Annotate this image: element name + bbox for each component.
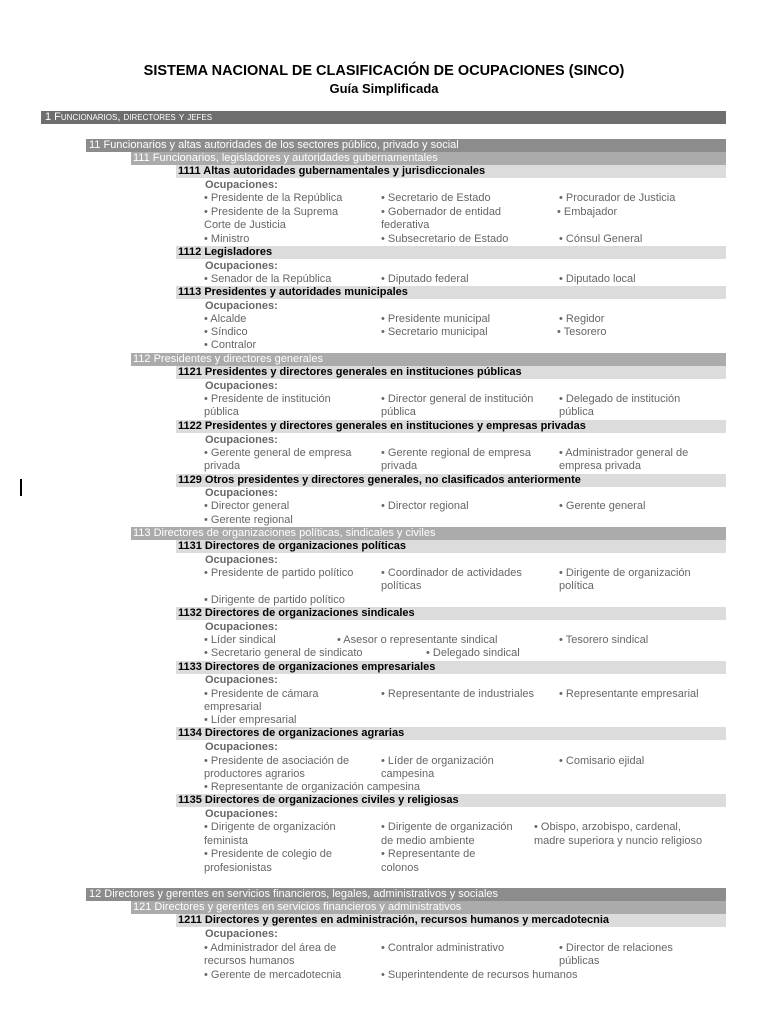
unit-header-1132: 1132 Directores de organizaciones sindicales <box>176 607 726 620</box>
occupation-item: productores agrarios <box>204 768 305 780</box>
occupation-item: • Dirigente de organización <box>559 567 691 579</box>
occupations-label: Ocupaciones: <box>205 621 278 633</box>
occupation-item: colonos <box>381 862 419 874</box>
occupation-item: • Senador de la República <box>204 273 332 285</box>
occupations-label: Ocupaciones: <box>205 487 278 499</box>
unit-header-1211: 1211 Directores y gerentes en administración, recursos humanos y mercadotecnia <box>176 914 726 927</box>
occupation-item: • Dirigente de organización <box>381 821 513 833</box>
occupation-item: privada <box>381 460 418 472</box>
occupation-item: • Gerente regional de empresa <box>381 447 531 459</box>
occupation-item: Corte de Justicia <box>204 219 286 231</box>
occupation-item: madre superiora y nuncio religioso <box>534 835 703 847</box>
occupation-item: • Dirigente de partido político <box>204 594 345 606</box>
occupation-item: • Alcalde <box>204 313 247 325</box>
occupation-item: • Dirigente de organización <box>204 821 336 833</box>
unit-header-1135: 1135 Directores de organizaciones civiles y religiosas <box>176 794 726 807</box>
unit-header-1133: 1133 Directores de organizaciones empresariales <box>176 661 726 674</box>
occupation-item: políticas <box>381 580 422 592</box>
occupation-item: • Gerente general <box>559 500 646 512</box>
occupation-item: feminista <box>204 835 249 847</box>
occupation-item: • Líder sindical <box>204 634 276 646</box>
occupation-item: • Gerente regional <box>204 514 293 526</box>
group-header-12: 12 Directores y gerentes en servicios financieros, legales, administrativos y sociales <box>86 888 726 901</box>
occupation-item: • Representante de organización campesina <box>204 781 421 793</box>
occupation-item: campesina <box>381 768 435 780</box>
occupation-item: • Líder de organización <box>381 755 494 767</box>
occupation-item: • Representante de industriales <box>381 688 535 700</box>
occupations-label: Ocupaciones: <box>205 179 278 191</box>
occupation-item: • Administrador del área de <box>204 942 337 954</box>
occupation-item: • Diputado local <box>559 273 636 285</box>
occupation-item: • Presidente de colegio de <box>204 848 332 860</box>
occupation-item: • Administrador general de <box>559 447 689 459</box>
occupation-item: • Síndico <box>204 326 248 338</box>
unit-header-1113: 1113 Presidentes y autoridades municipales <box>176 286 726 299</box>
occupations-label: Ocupaciones: <box>205 260 278 272</box>
occupation-item: • Cónsul General <box>559 233 643 245</box>
occupation-item: • Comisario ejidal <box>559 755 645 767</box>
occupation-item: empresarial <box>204 701 262 713</box>
document-title: SISTEMA NACIONAL DE CLASIFICACIÓN DE OCUPACIONES (SINCO) <box>143 63 625 79</box>
unit-header-1112: 1112 Legisladores <box>176 246 726 259</box>
occupation-item: • Obispo, arzobispo, cardenal, <box>534 821 681 833</box>
occupation-item: • Subsecretario de Estado <box>381 233 509 245</box>
occupation-item: • Presidente municipal <box>381 313 491 325</box>
unit-header-1131: 1131 Directores de organizaciones políticas <box>176 540 726 553</box>
unit-header-1129: 1129 Otros presidentes y directores generales, no clasificados anteriormente <box>176 474 726 487</box>
occupation-item: pública <box>559 406 594 418</box>
occupation-item: • Secretario general de sindicato <box>204 647 363 659</box>
unit-header-1111: 1111 Altas autoridades gubernamentales y jurisdiccionales <box>176 165 726 178</box>
occupation-item: • Director de relaciones <box>559 942 673 954</box>
occupation-item: públicas <box>559 955 600 967</box>
subgroup-header-113: 113 Directores de organizaciones políticas, sindicales y civiles <box>131 527 726 540</box>
occupation-item: profesionistas <box>204 862 272 874</box>
subgroup-header-121: 121 Directores y gerentes en servicios financieros y administrativos <box>131 901 726 914</box>
occupation-item: • Presidente de la Suprema <box>204 206 339 218</box>
occupation-item: política <box>559 580 594 592</box>
occupation-item: • Representante de <box>381 848 476 860</box>
occupation-item: • Embajador <box>557 206 618 218</box>
occupation-item: • Procurador de Justicia <box>559 192 676 204</box>
subgroup-header-112: 112 Presidentes y directores generales <box>131 353 726 366</box>
occupation-item: • Diputado federal <box>381 273 469 285</box>
occupation-item: • Superintendente de recursos humanos <box>381 969 578 981</box>
occupation-item: pública <box>381 406 416 418</box>
occupation-item: • Contralor administrativo <box>381 942 505 954</box>
margin-marker <box>20 479 22 496</box>
occupation-item: • Delegado sindical <box>426 647 520 659</box>
occupation-item: • Coordinador de actividades <box>381 567 522 579</box>
group-header-11: 11 Funcionarios y altas autoridades de los sectores público, privado y social <box>86 139 726 152</box>
occupation-item: • Presidente de institución <box>204 393 331 405</box>
occupations-label: Ocupaciones: <box>205 928 278 940</box>
occupations-label: Ocupaciones: <box>205 434 278 446</box>
occupations-label: Ocupaciones: <box>205 808 278 820</box>
occupation-item: • Tesorero <box>557 326 607 338</box>
occupation-item: • Presidente de la República <box>204 192 343 204</box>
occupation-item: • Director general <box>204 500 290 512</box>
occupations-label: Ocupaciones: <box>205 300 278 312</box>
occupation-item: • Contralor <box>204 339 257 351</box>
occupation-item: • Presidente de cámara <box>204 688 319 700</box>
occupation-item: • Secretario de Estado <box>381 192 491 204</box>
document-subtitle: Guía Simplificada <box>329 81 439 96</box>
occupation-item: federativa <box>381 219 430 231</box>
occupation-item: empresa privada <box>559 460 641 472</box>
occupation-item: • Delegado de institución <box>559 393 681 405</box>
occupations-label: Ocupaciones: <box>205 380 278 392</box>
occupation-item: • Gerente de mercadotecnia <box>204 969 342 981</box>
occupation-item: pública <box>204 406 239 418</box>
occupation-item: • Presidente de asociación de <box>204 755 350 767</box>
occupations-label: Ocupaciones: <box>205 674 278 686</box>
occupation-item: • Asesor o representante sindical <box>337 634 498 646</box>
occupations-label: Ocupaciones: <box>205 741 278 753</box>
occupation-item: • Director general de institución <box>381 393 534 405</box>
occupation-item: recursos humanos <box>204 955 295 967</box>
occupation-item: de medio ambiente <box>381 835 475 847</box>
occupation-item: • Director regional <box>381 500 469 512</box>
occupation-item: • Ministro <box>204 233 250 245</box>
occupations-label: Ocupaciones: <box>205 554 278 566</box>
occupation-item: • Secretario municipal <box>381 326 488 338</box>
section-header-1: 1 Funcionarios, directores y jefes <box>41 111 726 124</box>
unit-header-1121: 1121 Presidentes y directores generales en instituciones públicas <box>176 366 726 379</box>
occupation-item: • Gobernador de entidad <box>381 206 502 218</box>
occupation-item: • Líder empresarial <box>204 714 297 726</box>
unit-header-1122: 1122 Presidentes y directores generales en instituciones y empresas privadas <box>176 420 726 433</box>
occupation-item: • Representante empresarial <box>559 688 699 700</box>
occupation-item: privada <box>204 460 241 472</box>
unit-header-1134: 1134 Directores de organizaciones agrarias <box>176 727 726 740</box>
subgroup-header-111: 111 Funcionarios, legisladores y autoridades gubernamentales <box>131 152 726 165</box>
occupation-item: • Presidente de partido político <box>204 567 354 579</box>
occupation-item: • Gerente general de empresa <box>204 447 352 459</box>
occupation-item: • Tesorero sindical <box>559 634 649 646</box>
occupation-item: • Regidor <box>559 313 605 325</box>
